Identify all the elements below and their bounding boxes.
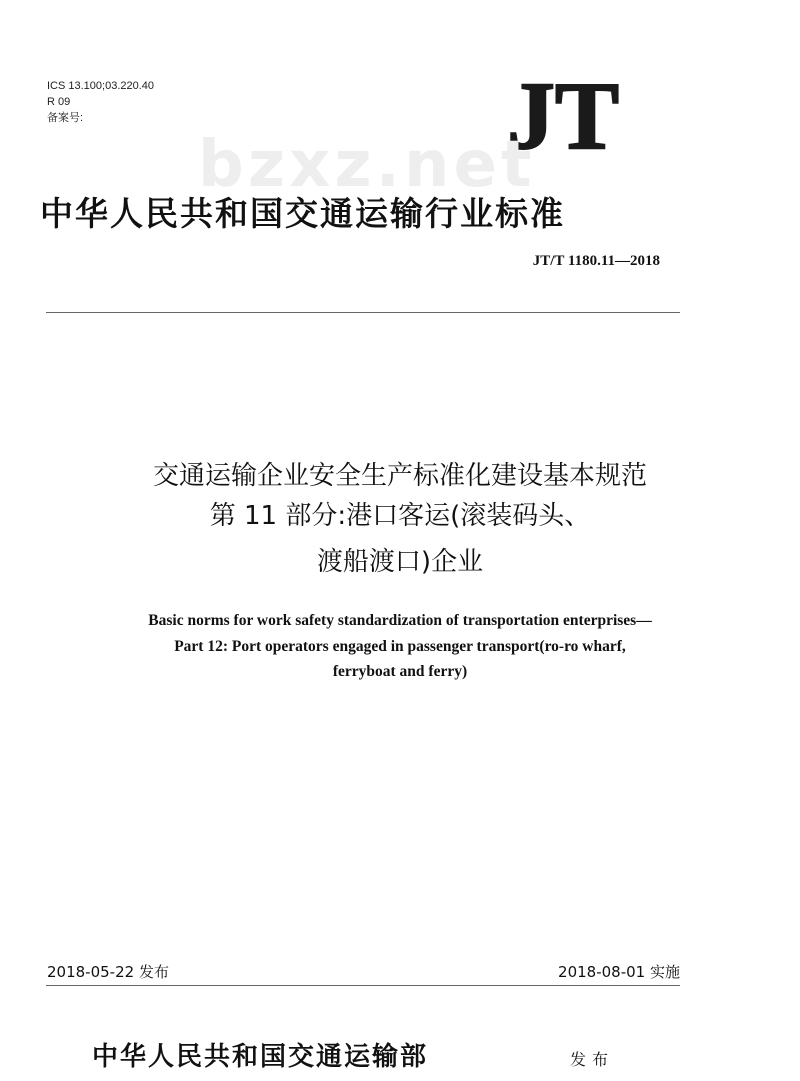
chinese-title-line-3: 渡船渡口)企业 [316,547,484,577]
industry-standard-title: 中华人民共和国交通运输行业标准 [40,194,565,233]
english-title-line-2: Part 12: Port operators engaged in passenger transport(ro-ro wharf, [174,638,626,655]
top-divider [46,312,680,313]
standard-number: JT/T 1180.11—2018 [532,253,660,269]
implementation-date: 2018-08-01 实施 [558,963,680,981]
watermark: bzxz.net [198,128,536,202]
english-title-line-1: Basic norms for work safety standardization of transportation enterprises— [148,612,652,629]
english-title-line-3: ferryboat and ferry) [332,663,468,680]
publisher-name: 中华人民共和国交通运输部 [92,1042,429,1072]
classification-block [47,78,154,126]
chinese-title-line-1: 交通运输企业安全生产标准化建设基本规范 [152,461,647,491]
publish-label: 发布 [570,1050,615,1069]
svg-text:JT: JT [506,78,620,156]
chinese-title-line-2: 第 11 部分:港口客运(滚装码头、 [209,501,591,531]
class-code: R 09 [47,96,71,108]
issue-date: 2018-05-22 发布 [47,963,169,981]
bottom-divider [46,985,680,986]
ics-code: ICS 13.100;03.220.40 [47,80,155,92]
filing-number-label: 备案号: [47,112,84,124]
